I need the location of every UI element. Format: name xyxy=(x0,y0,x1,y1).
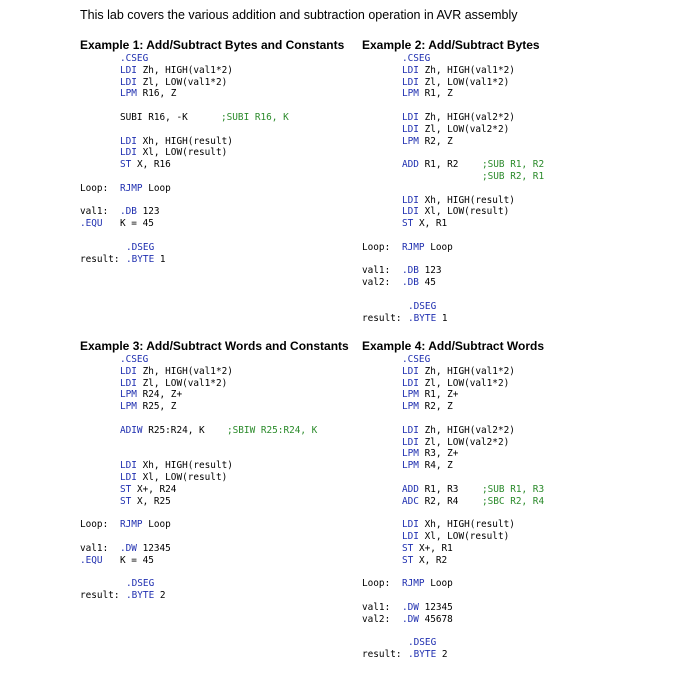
code-operands: R2, Z xyxy=(418,135,453,147)
code-directive: .DSEG xyxy=(126,241,155,253)
code-keyword: LDI xyxy=(402,530,419,542)
code-operands: 2 xyxy=(436,648,448,660)
code-keyword: LPM xyxy=(120,401,137,413)
code-comment: ;SBC R2, R4 xyxy=(482,495,545,507)
code-keyword: RJMP xyxy=(120,519,143,531)
code-keyword: LDI xyxy=(402,64,419,76)
code-operands: Loop xyxy=(424,241,453,253)
code-operands: Zl, LOW(val2*2) xyxy=(418,436,510,448)
code-keyword: LDI xyxy=(120,147,137,159)
code-keyword: RJMP xyxy=(120,182,143,194)
code-keyword: LDI xyxy=(120,64,137,76)
code-operands: Loop xyxy=(424,578,453,590)
code-keyword: LDI xyxy=(402,436,419,448)
code-keyword: ADD xyxy=(402,483,419,495)
code-operands: 123 xyxy=(136,206,160,218)
code-comment: ;SUB R1, R3 xyxy=(482,483,545,495)
code-operands: R25, Z xyxy=(136,401,177,413)
example-1-code xyxy=(80,53,344,265)
code-keyword: LDI xyxy=(120,76,137,88)
code-operands: R16, -K xyxy=(142,111,188,123)
intro-text: This lab covers the various addition and subtraction operation in AVR assembly xyxy=(80,8,518,22)
code-operands: R3, Z+ xyxy=(418,448,459,460)
code-keyword: LDI xyxy=(402,194,419,206)
code-keyword: LPM xyxy=(120,389,137,401)
code-directive: .DSEG xyxy=(126,578,155,590)
code-operands: Xl, LOW(result) xyxy=(418,530,510,542)
code-operands: X, R25 xyxy=(131,495,171,507)
code-operands: Xh, HIGH(result) xyxy=(136,135,233,147)
code-label: result: xyxy=(80,589,120,601)
code-operands: Zh, HIGH(val1*2) xyxy=(418,365,515,377)
example-3 xyxy=(80,338,349,602)
code-label: val1: xyxy=(362,601,391,613)
code-label: Loop: xyxy=(362,578,391,590)
code-keyword: LDI xyxy=(402,76,419,88)
example-2 xyxy=(362,37,545,324)
code-label: .EQU xyxy=(80,554,103,566)
code-label: Loop: xyxy=(362,241,391,253)
code-keyword: .BYTE xyxy=(126,589,155,601)
code-keyword: ST xyxy=(120,483,132,495)
example-2-title: Example 2: Add/Subtract Bytes xyxy=(362,38,540,52)
code-operands: Xh, HIGH(result) xyxy=(418,194,515,206)
code-operands: 12345 xyxy=(136,542,171,554)
code-label: .EQU xyxy=(80,218,103,230)
code-keyword: ST xyxy=(120,159,132,171)
code-operands: 45 xyxy=(418,277,436,289)
code-operands: Zl, LOW(val1*2) xyxy=(136,377,228,389)
code-operands: Loop xyxy=(142,519,171,531)
code-operands: Xl, LOW(result) xyxy=(136,471,228,483)
example-3-title: Example 3: Add/Subtract Words and Constants xyxy=(80,339,349,353)
code-operands: R1, R3 xyxy=(418,483,459,495)
code-operands: Zl, LOW(val1*2) xyxy=(418,76,510,88)
code-operands: X, R1 xyxy=(413,218,448,230)
code-keyword: ADIW xyxy=(120,424,143,436)
code-keyword: .BYTE xyxy=(408,648,437,660)
code-operands: 123 xyxy=(418,265,442,277)
code-line: .CSEG xyxy=(402,53,431,64)
code-keyword: .DW xyxy=(402,613,419,625)
code-keyword: LDI xyxy=(120,135,137,147)
code-keyword: ADC xyxy=(402,495,419,507)
code-keyword: .DB xyxy=(120,206,137,218)
code-directive: .DSEG xyxy=(408,637,437,649)
code-operands: 1 xyxy=(154,253,166,265)
code-keyword: LDI xyxy=(120,365,137,377)
code-keyword: LDI xyxy=(120,377,137,389)
code-comment: ;SUB R1, R2 xyxy=(482,159,545,171)
code-operands: 12345 xyxy=(418,601,453,613)
code-keyword: LPM xyxy=(402,135,419,147)
code-operands: R2, Z xyxy=(418,401,453,413)
code-keyword: LDI xyxy=(402,377,419,389)
code-operands: Zl, LOW(val1*2) xyxy=(418,377,510,389)
code-operands: R1, R2 xyxy=(418,159,459,171)
code-operands: Zh, HIGH(val2*2) xyxy=(418,111,515,123)
code-keyword: .DB xyxy=(402,277,419,289)
code-label: val2: xyxy=(362,613,391,625)
code-operands: K = 45 xyxy=(120,218,154,230)
code-operands: Loop xyxy=(142,182,171,194)
code-keyword: .DB xyxy=(402,265,419,277)
code-label: val1: xyxy=(80,542,109,554)
code-operands: X+, R24 xyxy=(131,483,177,495)
code-operands: K = 45 xyxy=(120,554,154,566)
code-operands: R2, R4 xyxy=(418,495,459,507)
code-keyword: LDI xyxy=(120,471,137,483)
code-label: result: xyxy=(362,312,402,324)
code-comment: ;SUBI R16, K xyxy=(221,111,289,123)
code-keyword: .DW xyxy=(120,542,137,554)
code-keyword: LPM xyxy=(120,88,137,100)
code-keyword: SUBI xyxy=(120,111,143,123)
code-keyword: LPM xyxy=(402,448,419,460)
code-operands: R1, Z+ xyxy=(418,389,459,401)
code-label: val2: xyxy=(362,277,391,289)
code-line: .CSEG xyxy=(402,354,431,365)
example-3-code xyxy=(80,354,349,602)
code-operands: Xl, LOW(result) xyxy=(418,206,510,218)
code-operands: Zh, HIGH(val1*2) xyxy=(136,64,233,76)
code-label: Loop: xyxy=(80,182,109,194)
code-directive: .DSEG xyxy=(408,300,437,312)
code-label: result: xyxy=(362,648,402,660)
code-keyword: LDI xyxy=(402,519,419,531)
example-4-title: Example 4: Add/Subtract Words xyxy=(362,339,545,353)
code-operands: R24, Z+ xyxy=(136,389,183,401)
code-operands: X, R16 xyxy=(131,159,171,171)
code-keyword: .BYTE xyxy=(126,253,155,265)
code-operands: R16, Z xyxy=(136,88,177,100)
code-comment: ;SBIW R25:R24, K xyxy=(227,424,318,436)
code-keyword: ST xyxy=(402,218,414,230)
example-4 xyxy=(362,338,544,661)
code-operands: Zl, LOW(val1*2) xyxy=(136,76,228,88)
code-keyword: ADD xyxy=(402,159,419,171)
code-label: result: xyxy=(80,253,120,265)
code-keyword: .DW xyxy=(402,601,419,613)
code-operands: Zh, HIGH(val1*2) xyxy=(136,365,233,377)
code-keyword: ST xyxy=(402,554,414,566)
code-label: val1: xyxy=(362,265,391,277)
code-keyword: RJMP xyxy=(402,241,425,253)
example-1 xyxy=(80,37,344,265)
code-keyword: RJMP xyxy=(402,578,425,590)
code-keyword: LDI xyxy=(402,206,419,218)
code-keyword: .BYTE xyxy=(408,312,437,324)
code-keyword: LPM xyxy=(402,389,419,401)
example-2-code xyxy=(362,53,545,324)
code-operands: 2 xyxy=(154,589,166,601)
code-keyword: LDI xyxy=(120,460,137,472)
code-operands: Xh, HIGH(result) xyxy=(418,519,515,531)
code-operands: X+, R1 xyxy=(413,542,453,554)
code-operands: R25:R24, K xyxy=(142,424,205,436)
code-line: .CSEG xyxy=(120,53,149,64)
code-keyword: LPM xyxy=(402,401,419,413)
code-keyword: LDI xyxy=(402,424,419,436)
example-1-title: Example 1: Add/Subtract Bytes and Constants xyxy=(80,38,345,52)
code-line: .CSEG xyxy=(120,354,149,365)
code-label: val1: xyxy=(80,206,109,218)
code-operands: X, R2 xyxy=(413,554,448,566)
code-keyword: LDI xyxy=(402,123,419,135)
code-operands: Xl, LOW(result) xyxy=(136,147,228,159)
example-4-code xyxy=(362,354,544,661)
code-operands: 45678 xyxy=(418,613,453,625)
code-comment: ;SUB R2, R1 xyxy=(482,170,545,182)
code-operands: Xh, HIGH(result) xyxy=(136,460,233,472)
code-keyword: LDI xyxy=(402,111,419,123)
code-operands: R1, Z xyxy=(418,88,453,100)
code-operands: Zl, LOW(val2*2) xyxy=(418,123,510,135)
code-operands: 1 xyxy=(436,312,448,324)
code-operands: Zh, HIGH(val2*2) xyxy=(418,424,515,436)
code-operands: Zh, HIGH(val1*2) xyxy=(418,64,515,76)
code-label: Loop: xyxy=(80,519,109,531)
code-keyword: LDI xyxy=(402,365,419,377)
code-keyword: ST xyxy=(120,495,132,507)
code-operands: R4, Z xyxy=(418,460,453,472)
code-keyword: LPM xyxy=(402,460,419,472)
code-keyword: ST xyxy=(402,542,414,554)
code-keyword: LPM xyxy=(402,88,419,100)
